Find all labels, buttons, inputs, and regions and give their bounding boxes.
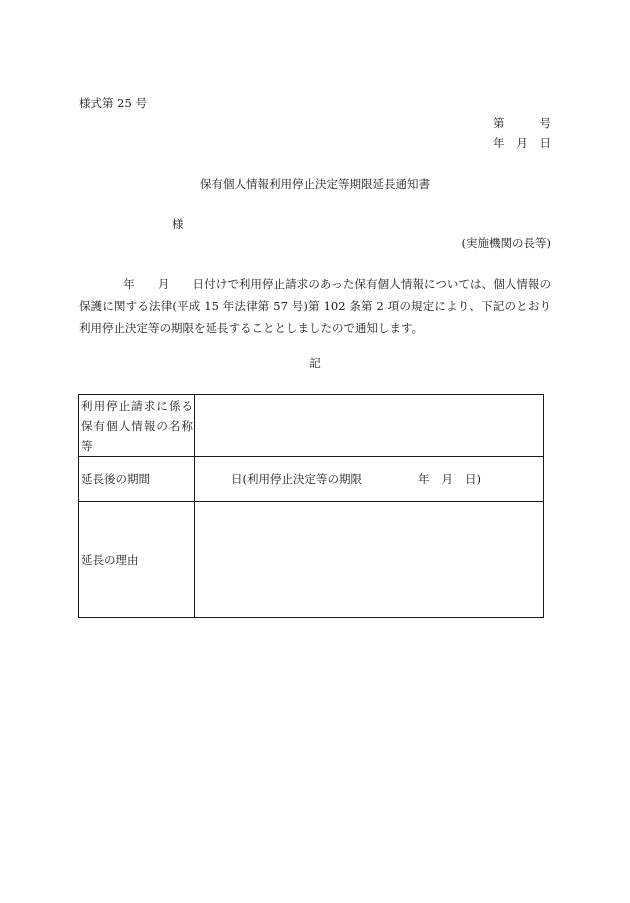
document-number-prefix: 第 <box>493 116 505 130</box>
record-heading: 記 <box>309 356 321 370</box>
target-label-char: 保 <box>81 419 93 433</box>
period-month: 月 <box>441 472 453 486</box>
target-label-line-3: 等 <box>81 439 93 453</box>
notice-body <box>79 273 551 339</box>
period-label-cell: 延長後の期間 <box>79 457 195 502</box>
form-number: 様式第 25 号 <box>79 96 147 110</box>
target-label-line-1 <box>81 396 193 416</box>
target-label-char: る <box>181 399 193 413</box>
target-label-char: 報 <box>143 419 156 433</box>
table-row-period <box>79 457 544 502</box>
addressee-honorific: 様 <box>172 217 184 231</box>
target-label-char: 求 <box>143 399 156 413</box>
period-year: 年 <box>418 472 430 486</box>
target-label-char: 個 <box>106 419 118 433</box>
period-day-end: 日) <box>465 472 481 486</box>
reason-value-cell[interactable] <box>195 502 544 618</box>
document-number-suffix: 号 <box>539 116 551 130</box>
document-title: 保有個人情報利用停止決定等期限延長通知書 <box>200 177 430 191</box>
target-label-char: 称 <box>181 419 193 433</box>
target-label-char: 利 <box>81 399 93 413</box>
sender-name: (実施機関の長等) <box>461 236 551 250</box>
period-limit-text: (利用停止決定等の期限 <box>242 472 362 486</box>
date-year: 年 <box>493 136 505 150</box>
target-label-char: 請 <box>131 399 143 413</box>
date-day: 日 <box>539 136 551 150</box>
body-year: 年 <box>123 277 135 291</box>
reason-label-cell: 延長の理由 <box>79 502 195 618</box>
date-month: 月 <box>516 136 528 150</box>
details-table <box>78 394 544 618</box>
target-value-cell[interactable] <box>195 395 544 457</box>
document-number <box>493 118 551 130</box>
target-label-char: 用 <box>93 399 106 413</box>
target-label-char: 係 <box>168 399 181 413</box>
target-label-line-2 <box>81 416 193 436</box>
document-date <box>493 138 551 150</box>
period-value <box>195 471 543 487</box>
period-value-cell[interactable] <box>195 457 544 502</box>
target-label-char: の <box>156 419 168 433</box>
body-text: 日付けで利用停止請求のあった保有個人情報については、個人情報の保護に関する法律(平成 15 年法律第 57 号)第 102 条第 2 項の規定により、下記のとおり利用停止決定等の期限を延長することとしましたので通知します。 <box>79 277 552 335</box>
period-day: 日 <box>231 472 243 486</box>
target-label <box>81 396 193 456</box>
table-row-target <box>79 395 544 457</box>
body-month: 月 <box>157 277 170 291</box>
target-label-char: 人 <box>118 419 131 433</box>
target-label-char: 名 <box>168 419 181 433</box>
target-label-cell <box>79 395 195 457</box>
target-label-char: 止 <box>118 399 131 413</box>
table-row-reason <box>79 502 544 618</box>
target-label-char: に <box>156 399 168 413</box>
target-label-char: 停 <box>106 399 118 413</box>
target-label-char: 有 <box>93 419 106 433</box>
target-label-char: 情 <box>131 419 143 433</box>
